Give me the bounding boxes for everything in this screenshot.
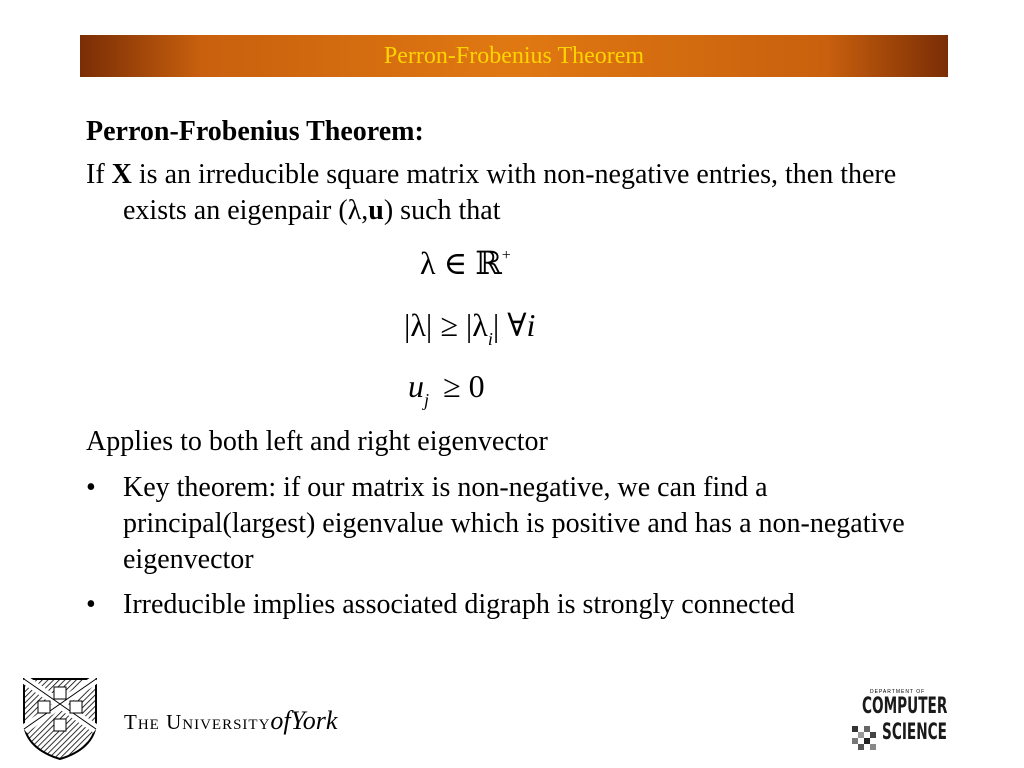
bullet-list xyxy=(86,470,966,632)
eq3-variable: u xyxy=(408,368,424,404)
eq2-forall: | ∀ xyxy=(492,307,527,343)
eq2-subscript: i xyxy=(487,329,493,349)
eq2-variable: i xyxy=(526,307,536,343)
vector-symbol: u xyxy=(368,195,384,226)
wordmark-york: York xyxy=(290,706,338,735)
university-wordmark xyxy=(124,706,337,736)
statement-prefix: If xyxy=(86,159,112,190)
slide-title-bar xyxy=(80,35,948,77)
eq3-relation: ≥ 0 xyxy=(443,368,485,404)
university-shield-icon xyxy=(22,677,98,761)
matrix-symbol: X xyxy=(111,159,132,190)
slide-body xyxy=(86,114,966,229)
dept-label: DEPARTMENT OF xyxy=(870,689,926,695)
logo-word-science: SCIENCE xyxy=(882,720,947,745)
list-item xyxy=(86,470,966,578)
comma: , xyxy=(361,195,369,226)
computer-science-logo xyxy=(852,690,952,754)
lambda-symbol: λ xyxy=(347,195,362,226)
eq2-expression: |λ| ≥ |λ xyxy=(404,307,488,343)
wordmark-university: University xyxy=(166,710,271,734)
eq1-expression: λ ∈ ℝ xyxy=(420,245,502,281)
eq3-subscript: j xyxy=(424,390,430,410)
wordmark-the: The xyxy=(124,710,160,734)
theorem-heading: Perron-Frobenius Theorem: xyxy=(86,116,424,147)
statement-suffix: ) such that xyxy=(383,195,501,226)
bullet-marker: • xyxy=(86,589,96,620)
equation-positive-real xyxy=(420,244,511,282)
list-item xyxy=(86,587,966,623)
equation-nonnegative-vector xyxy=(408,368,485,410)
bullet-text: Irreducible implies associated digraph is strongly connected xyxy=(123,589,795,620)
applies-note: Applies to both left and right eigenvector xyxy=(86,426,548,457)
logo-word-computer: COMPUTER xyxy=(862,694,948,719)
bullet-text: Key theorem: if our matrix is non-negative, we can find a principal(largest) eigenvalue which is positive and has a non-negative eigenvector xyxy=(123,472,905,575)
statement-middle: is an irreducible square matrix with non-negative entries, then there exists an eigenpair ( xyxy=(123,159,897,226)
equation-largest-eigenvalue xyxy=(404,306,536,349)
bullet-marker: • xyxy=(86,472,96,503)
wordmark-of: of xyxy=(270,706,291,735)
slide-title: Perron-Frobenius Theorem xyxy=(383,42,645,69)
theorem-statement xyxy=(86,157,966,229)
eq1-superscript: + xyxy=(501,247,511,264)
checker-grid-icon xyxy=(852,726,878,752)
